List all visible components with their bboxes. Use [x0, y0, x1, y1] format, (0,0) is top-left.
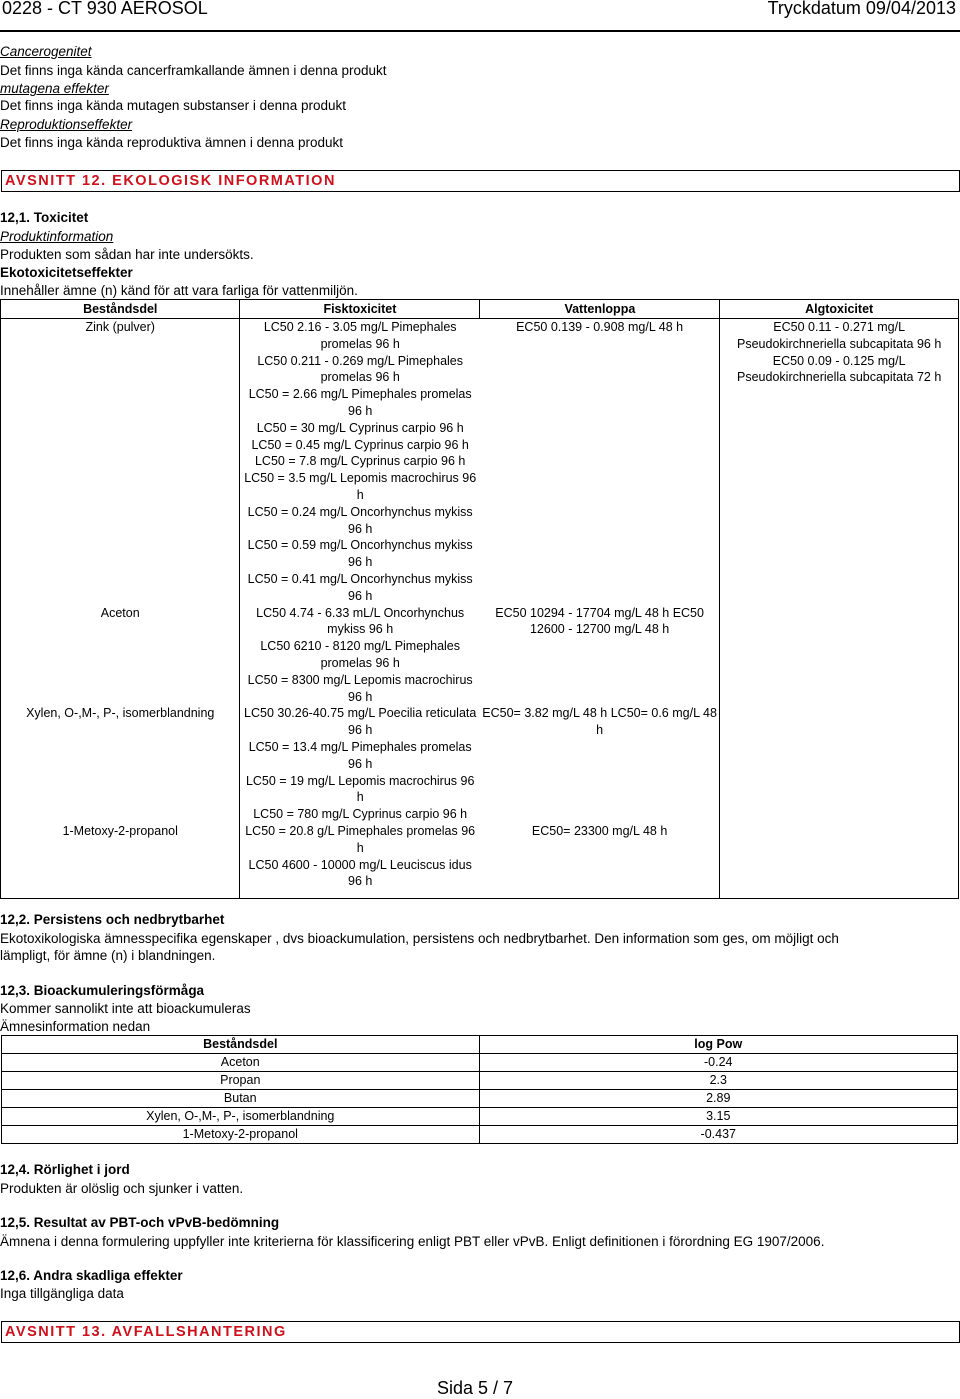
section-12-title: [1, 170, 960, 192]
cell-text-line: 96 h: [348, 588, 373, 603]
col-header-component: Beståndsdel: [1, 300, 240, 319]
cell-text-line: EC50= 23300 mg/L 48 h: [531, 823, 668, 838]
carcinogenicity-label: Cancerogenitet: [0, 44, 92, 59]
cell-text-line: EC50 10294 - 17704 mg/L 48 h EC50: [495, 605, 704, 620]
cell-text-line: 96 h: [348, 874, 373, 889]
cell-text-line: 96 h: [348, 723, 373, 738]
cell-text-line: EC50 0.09 - 0.125 mg/L: [772, 353, 906, 368]
table-row: [2, 1054, 958, 1072]
log-pow-cell: 3.15: [479, 1108, 957, 1126]
cell-text-line: LC50 = 3.5 mg/L Lepomis macrochirus 96: [244, 471, 477, 486]
product-info-text: Produkten som sådan har inte undersökts.: [0, 247, 254, 262]
mobility-heading: 12,4. Rörlighet i jord: [0, 1162, 130, 1177]
page-header: [0, 0, 960, 32]
mutagenic-label: mutagena effekter: [0, 81, 109, 96]
pbt-heading: 12,5. Resultat av PBT-och vPvB-bedömning: [0, 1215, 280, 1230]
carcinogenicity-text: Det finns inga kända cancerframkallande ämnen i denna produkt: [0, 63, 387, 78]
fish-toxicity-cell: [240, 605, 480, 706]
mutagenic-text: Det finns inga kända mutagen substanser i denna produkt: [0, 98, 346, 113]
component-cell: [1, 705, 240, 823]
cell-text-line: EC50 0.139 - 0.908 mg/L 48 h: [516, 320, 684, 334]
persistence-text-line2: lämpligt, för ämne (n) i blandningen.: [0, 948, 216, 963]
cell-text-line: mykiss 96 h: [327, 622, 394, 637]
table-row: [2, 1126, 958, 1144]
section-13-title-text: AVSNITT 13. AVFALLSHANTERING: [5, 1324, 287, 1340]
section-12-title-text: AVSNITT 12. EKOLOGISK INFORMATION: [5, 173, 336, 189]
component-name: 1-Metoxy-2-propanol: [62, 823, 178, 838]
cell-text-line: h: [356, 790, 364, 805]
table-row: [1, 823, 959, 899]
cell-text-line: LC50 = 2.66 mg/L Pimephales promelas: [248, 387, 472, 402]
ecotox-text: Innehåller ämne (n) känd för att vara farliga för vattenmiljön.: [0, 283, 358, 298]
algae-toxicity-cell: [720, 705, 959, 823]
fish-toxicity-cell: [240, 705, 480, 823]
log-pow-table: [1, 1035, 958, 1144]
substance-info-label: Ämnesinformation nedan: [0, 1019, 151, 1034]
cell-text-line: LC50 4.74 - 6.33 mL/L Oncorhynchus: [256, 605, 465, 620]
cell-text-line: EC50 0.11 - 0.271 mg/L: [773, 320, 906, 334]
col-header-component: Beståndsdel: [2, 1036, 480, 1054]
cell-text-line: EC50= 3.82 mg/L 48 h LC50= 0.6 mg/L 48: [482, 706, 717, 721]
log-pow-cell: 2.3: [479, 1072, 957, 1090]
algae-toxicity-cell: [720, 605, 959, 706]
component-name: Aceton: [100, 605, 140, 620]
daphnia-cell: [480, 605, 720, 706]
log-pow-cell: 2.89: [479, 1090, 957, 1108]
daphnia-cell: [480, 319, 720, 605]
algae-toxicity-cell: [720, 319, 959, 605]
cell-text-line: LC50 = 0.45 mg/L Cyprinus carpio 96 h: [251, 437, 469, 452]
bioaccumulation-heading: 12,3. Bioackumuleringsförmåga: [0, 983, 205, 998]
cell-text-line: 96 h: [348, 689, 373, 704]
product-info-label: Produktinformation: [0, 229, 114, 244]
reproductive-text: Det finns inga kända reproduktiva ämnen i denna produkt: [0, 135, 343, 150]
component-cell: [1, 605, 240, 706]
component-cell: Butan: [2, 1090, 480, 1108]
cell-text-line: LC50 30.26-40.75 mg/L Poecilia reticulata: [244, 706, 477, 721]
reproductive-label: Reproduktionseffekter: [0, 117, 133, 132]
cell-text-line: promelas 96 h: [320, 655, 400, 670]
col-header-log-pow: log Pow: [479, 1036, 957, 1054]
cell-text-line: LC50 = 0.24 mg/L Oncorhynchus mykiss: [247, 504, 473, 519]
cell-text-line: h: [356, 487, 364, 502]
cell-text-line: LC50 = 8300 mg/L Lepomis macrochirus: [247, 672, 473, 687]
bioaccumulation-text: Kommer sannolikt inte att bioackumuleras: [0, 1001, 251, 1016]
cell-text-line: 96 h: [348, 555, 373, 570]
component-cell: Xylen, O-,M-, P-, isomerblandning: [2, 1108, 480, 1126]
table-row: [2, 1108, 958, 1126]
table-row: [1, 705, 959, 823]
other-effects-text: Inga tillgängliga data: [0, 1286, 124, 1301]
col-header-fish: Fisktoxicitet: [240, 300, 480, 319]
log-pow-header-row: [2, 1036, 958, 1054]
document-title: 0228 - CT 930 AEROSOL: [2, 0, 208, 18]
cell-text-line: LC50 6210 - 8120 mg/L Pimephales: [260, 639, 461, 654]
algae-toxicity-cell: [720, 823, 959, 899]
fish-toxicity-cell: [240, 823, 480, 899]
cell-text-line: 12600 - 12700 mg/L 48 h: [529, 622, 670, 637]
mobility-text: Produkten är olöslig och sjunker i vatten.: [0, 1181, 244, 1196]
cell-text-line: LC50 = 13.4 mg/L Pimephales promelas: [248, 739, 472, 754]
cell-text-line: LC50 = 780 mg/L Cyprinus carpio 96 h: [253, 807, 468, 822]
col-header-daphnia: Vattenloppa: [480, 300, 720, 319]
cell-text-line: promelas 96 h: [320, 370, 400, 385]
log-pow-cell: -0.437: [479, 1126, 957, 1144]
table-row: [1, 605, 959, 706]
table-row: [2, 1090, 958, 1108]
cell-text-line: 96 h: [348, 403, 373, 418]
cell-text-line: promelas 96 h: [320, 336, 400, 351]
cell-text-line: LC50 = 20.8 g/L Pimephales promelas 96: [245, 823, 476, 838]
print-date: Tryckdatum 09/04/2013: [767, 0, 956, 18]
component-name: Xylen, O-,M-, P-, isomerblandning: [26, 706, 215, 721]
ecotox-heading: Ekotoxicitetseffekter: [0, 265, 133, 280]
component-cell: Propan: [2, 1072, 480, 1090]
section-13-title: [1, 1321, 960, 1343]
col-header-algae: Algtoxicitet: [720, 300, 959, 319]
persistence-text-line1: Ekotoxikologiska ämnesspecifika egenskaper , dvs bioackumulation, persistens och nedbrytbarhet. Den information som ges, om möjligt och: [0, 931, 839, 946]
fish-toxicity-cell: [240, 319, 480, 605]
cell-text-line: LC50 = 7.8 mg/L Cyprinus carpio 96 h: [254, 454, 466, 469]
component-name: Zink (pulver): [85, 320, 155, 334]
table-row: [2, 1072, 958, 1090]
cell-text-line: LC50 = 30 mg/L Cyprinus carpio 96 h: [256, 420, 464, 435]
cell-text-line: h: [356, 840, 364, 855]
cell-text-line: LC50 = 19 mg/L Lepomis macrochirus 96: [245, 773, 475, 788]
cell-text-line: LC50 2.16 - 3.05 mg/L Pimephales: [263, 320, 457, 334]
cell-text-line: LC50 0.211 - 0.269 mg/L Pimephales: [257, 353, 464, 368]
header-rule: [0, 30, 960, 32]
daphnia-cell: [480, 823, 720, 899]
cell-text-line: h: [596, 723, 604, 738]
cell-text-line: LC50 4600 - 10000 mg/L Leuciscus idus: [248, 857, 472, 872]
cell-text-line: 96 h: [348, 756, 373, 771]
toxicity-heading: 12,1. Toxicitet: [0, 210, 89, 225]
page-number: Sida 5 / 7: [437, 1378, 514, 1398]
ecotoxicity-header-row: [1, 300, 959, 319]
cell-text-line: LC50 = 0.59 mg/L Oncorhynchus mykiss: [247, 538, 473, 553]
other-effects-heading: 12,6. Andra skadliga effekter: [0, 1268, 183, 1283]
component-cell: [1, 823, 240, 899]
cell-text-line: Pseudokirchneriella subcapitata 96 h: [737, 336, 942, 351]
table-row: [1, 319, 959, 605]
daphnia-cell: [480, 705, 720, 823]
component-cell: Aceton: [2, 1054, 480, 1072]
pbt-text: Ämnena i denna formulering uppfyller inte kriterierna för klassificering enligt PBT eller vPvB. Enligt definitionen i förordning EG 1907/2006.: [0, 1234, 825, 1249]
component-cell: 1-Metoxy-2-propanol: [2, 1126, 480, 1144]
log-pow-cell: -0.24: [479, 1054, 957, 1072]
ecotoxicity-table: [0, 299, 959, 899]
cell-text-line: Pseudokirchneriella subcapitata 72 h: [737, 370, 942, 385]
persistence-heading: 12,2. Persistens och nedbrytbarhet: [0, 912, 225, 927]
cell-text-line: LC50 = 0.41 mg/L Oncorhynchus mykiss: [247, 571, 473, 586]
cell-text-line: 96 h: [348, 521, 373, 536]
component-cell: [1, 319, 240, 605]
